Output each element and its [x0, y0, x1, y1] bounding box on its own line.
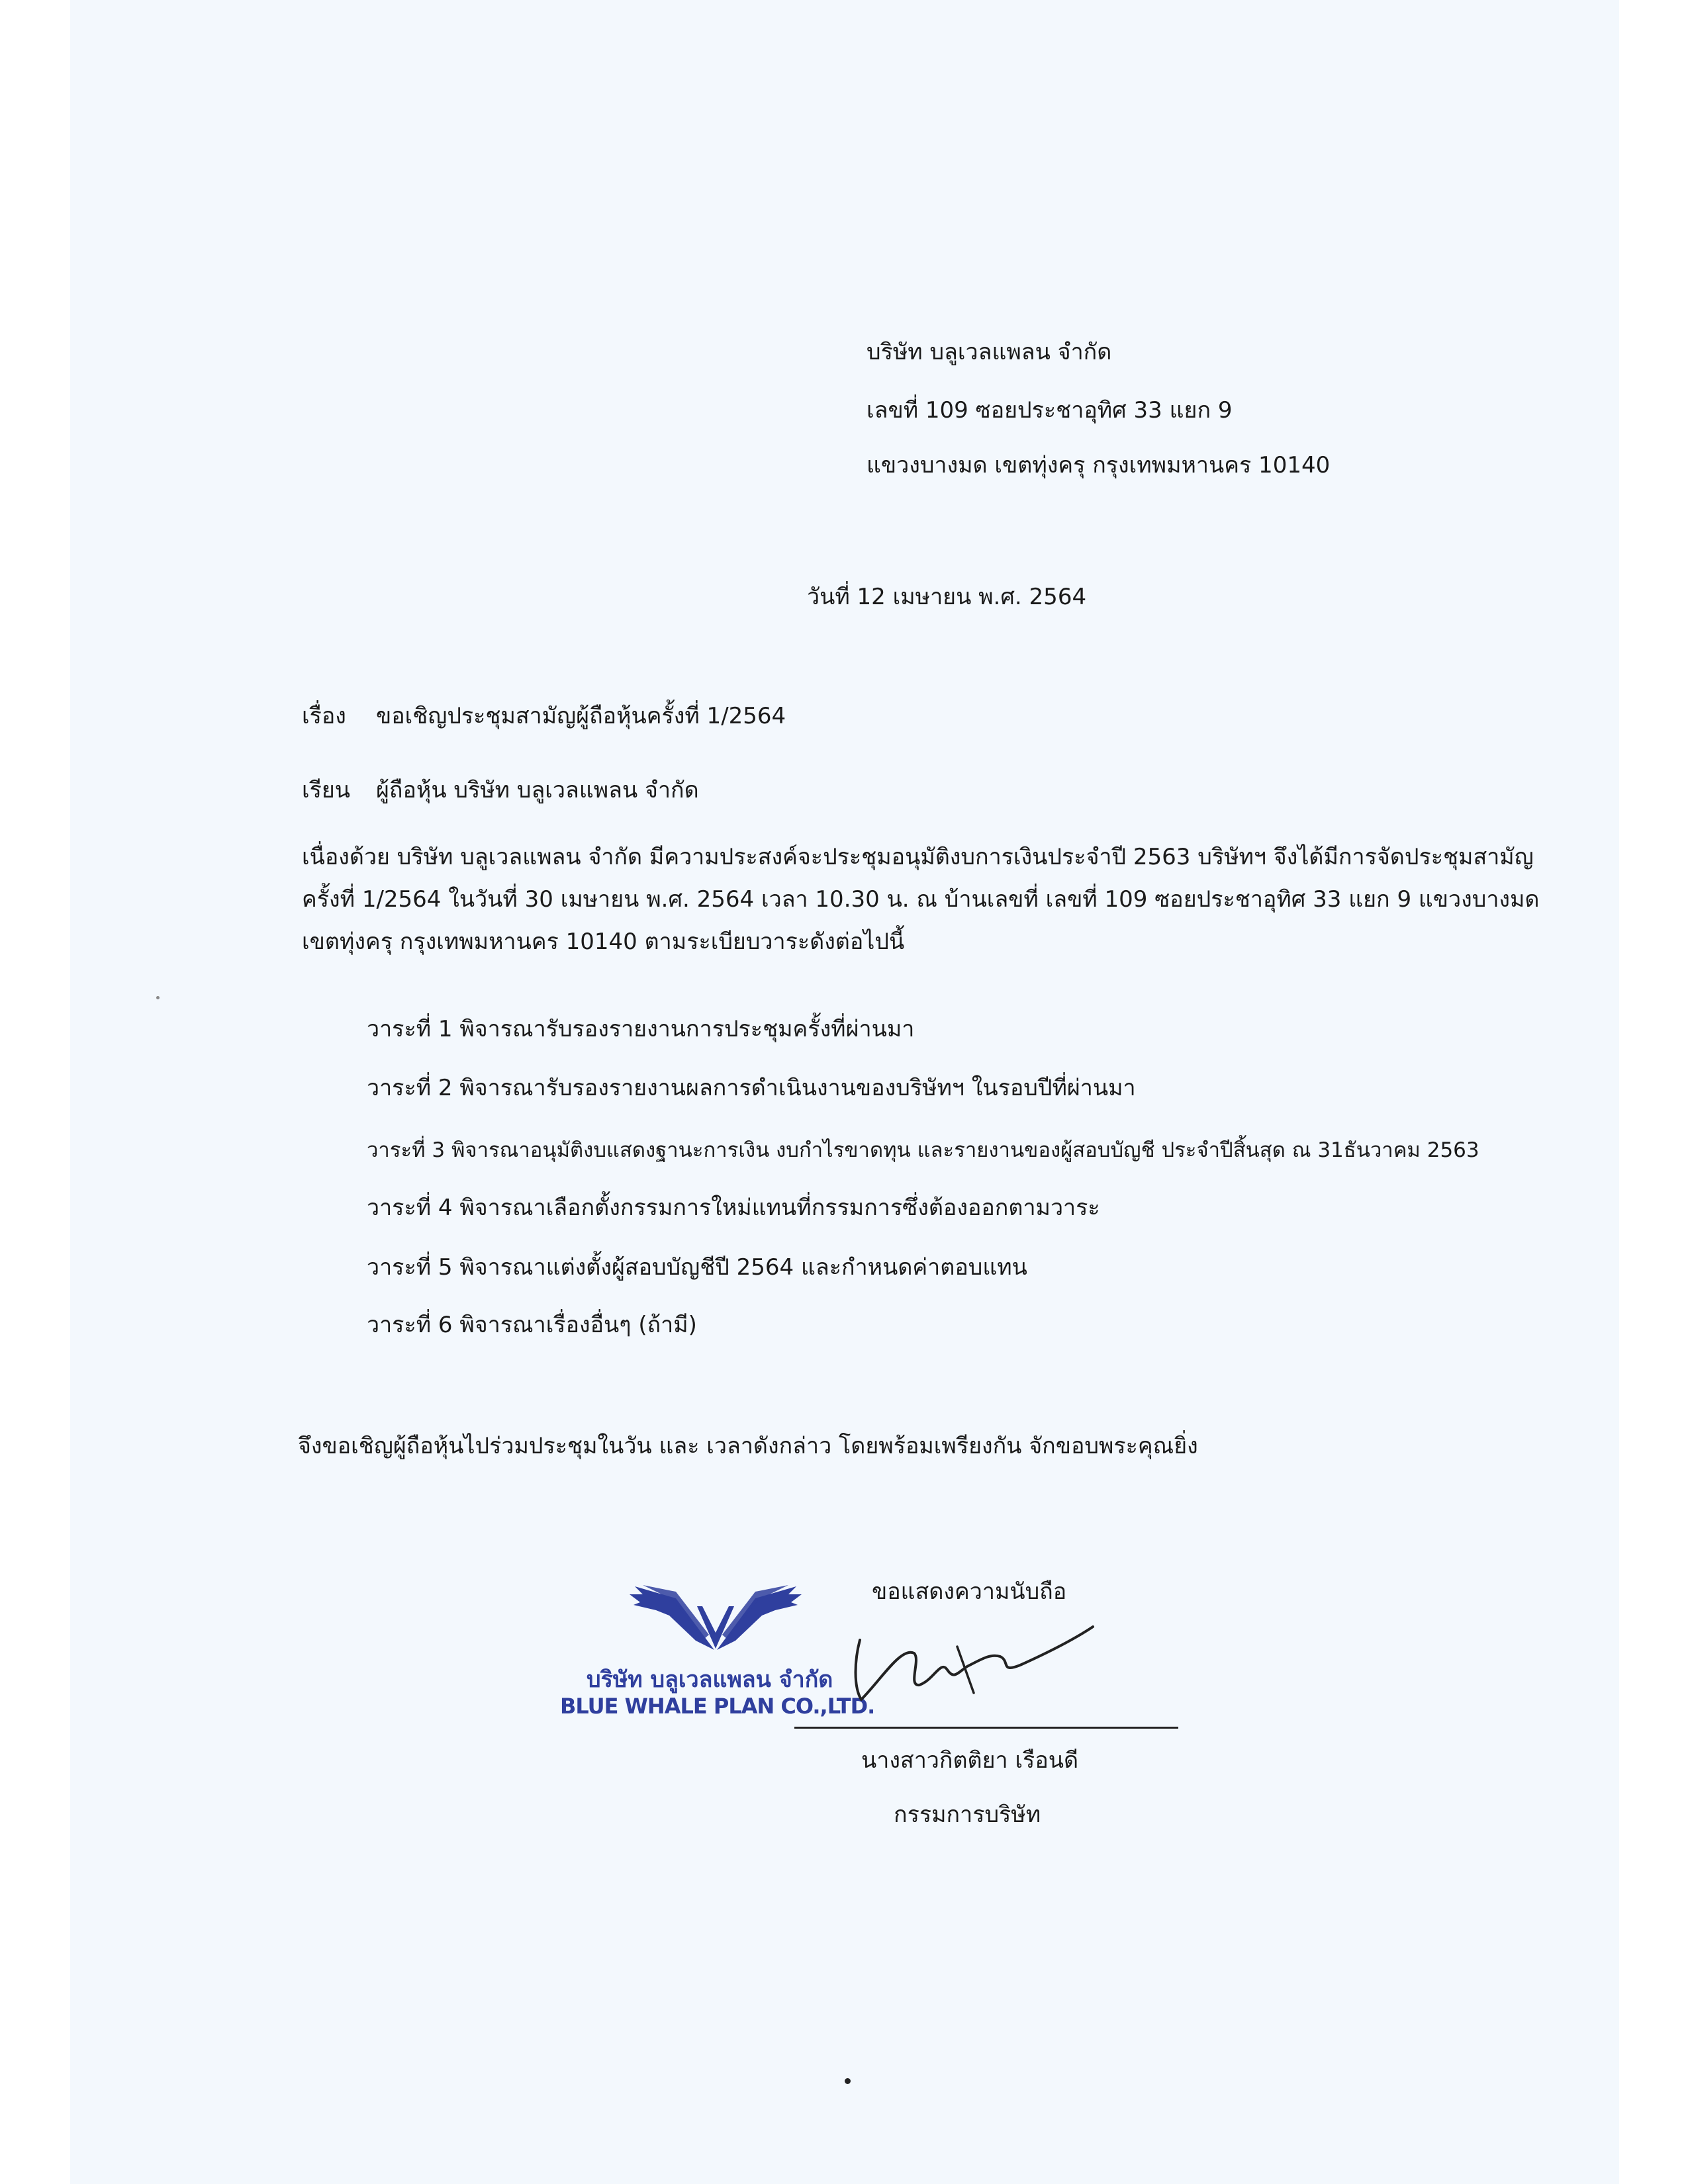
body-line-2: ครั้งที่ 1/2564 ในวันที่ 30 เมษายน พ.ศ. 2564 เวลา 10.30 น. ณ บ้านเลขที่ เลขที่ 109 ซอยประชาอุทิศ 33 แยก 9 แขวงบางมด [302, 886, 1540, 913]
agenda-item-3: วาระที่ 3 พิจารณาอนุมัติงบแสดงฐานะการเงิน งบกำไรขาดทุน และรายงานของผู้สอบบัญชี ประจำปีสิ้นสุด ณ 31ธันวาคม 2563 [367, 1138, 1479, 1162]
agenda-item-2: วาระที่ 2 พิจารณารับรองรายงานผลการดำเนินงานของบริษัทฯ ในรอบปีที่ผ่านมา [367, 1075, 1136, 1101]
agenda-item-5: วาระที่ 5 พิจารณาแต่งตั้งผู้สอบบัญชีปี 2564 และกำหนดค่าตอบแทน [367, 1254, 1027, 1281]
scan-speck [845, 2078, 851, 2084]
subject-text: ขอเชิญประชุมสามัญผู้ถือหุ้นครั้งที่ 1/2564 [376, 703, 786, 729]
letter-date: วันที่ 12 เมษายน พ.ศ. 2564 [807, 584, 1087, 610]
regards-text: ขอแสดงความนับถือ [872, 1578, 1067, 1605]
letter-page [70, 0, 1619, 2184]
handwritten-signature [841, 1607, 1119, 1726]
logo-english-name: BLUE WHALE PLAN CO.,LTD. [560, 1694, 875, 1719]
letterhead-address-line2: แขวงบางมด เขตทุ่งครุ กรุงเทพมหานคร 10140 [867, 452, 1331, 478]
agenda-item-4: วาระที่ 4 พิจารณาเลือกตั้งกรรมการใหม่แทนที่กรรมการซึ่งต้องออกตามวาระ [367, 1195, 1100, 1221]
body-line-1: เนื่องด้วย บริษัท บลูเวลแพลน จำกัด มีความประสงค์จะประชุมอนุมัติงบการเงินประจำปี 2563 บริษัทฯ จึงได้มีการจัดประชุมสามัญ [302, 844, 1534, 870]
agenda-item-6: วาระที่ 6 พิจารณาเรื่องอื่นๆ (ถ้ามี) [367, 1312, 697, 1338]
signer-name: นางสาวกิตติยา เรือนดี [861, 1747, 1079, 1774]
recipient-label: เรียน [302, 777, 351, 803]
subject-label: เรื่อง [302, 703, 346, 729]
company-logo [560, 1572, 878, 1731]
logo-thai-name: บริษัท บลูเวลแพลน จำกัด [586, 1666, 833, 1693]
agenda-item-1: วาระที่ 1 พิจารณารับรองรายงานการประชุมครั้งที่ผ่านมา [367, 1016, 915, 1042]
body-line-3: เขตทุ่งครุ กรุงเทพมหานคร 10140 ตามระเบียบวาระดังต่อไปนี้ [302, 929, 905, 955]
recipient-text: ผู้ถือหุ้น บริษัท บลูเวลแพลน จำกัด [376, 777, 699, 803]
letterhead-company: บริษัท บลูเวลแพลน จำกัด [867, 339, 1112, 365]
scan-speck [156, 996, 160, 999]
signer-title: กรรมการบริษัท [894, 1801, 1041, 1828]
closing-paragraph: จึงขอเชิญผู้ถือหุ้นไปร่วมประชุมในวัน และ เวลาดังกล่าว โดยพร้อมเพรียงกัน จักขอบพระคุณยิ่ง [298, 1433, 1198, 1459]
whale-wings-icon [630, 1572, 802, 1658]
signature-line [794, 1727, 1178, 1729]
letterhead-address-line1: เลขที่ 109 ซอยประชาอุทิศ 33 แยก 9 [867, 397, 1233, 424]
